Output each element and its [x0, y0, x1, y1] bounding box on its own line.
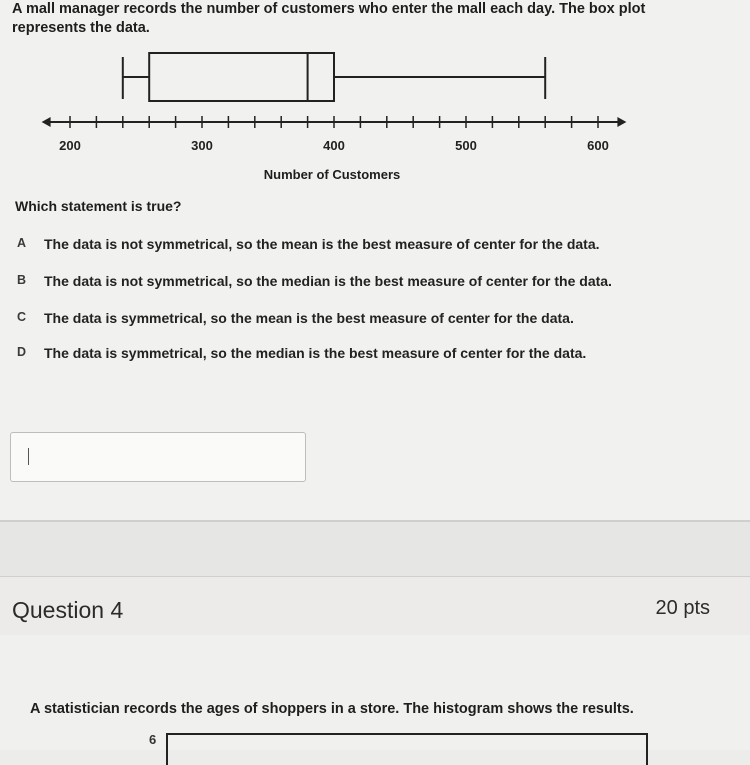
choice-a-text: The data is not symmetrical, so the mean is the best measure of center for the data. [44, 236, 600, 252]
axis-tick-label: 500 [455, 138, 477, 153]
question-4-prompt: A statistician records the ages of shoppers in a store. The histogram shows the results. [30, 701, 634, 717]
box-plot [0, 40, 650, 165]
choice-a-letter: A [17, 236, 27, 250]
arrow-left [42, 117, 51, 127]
choice-c-letter: C [17, 310, 27, 324]
choice-d-letter: D [17, 345, 27, 359]
question-gap [0, 522, 750, 576]
question-3-prompt: A mall manager records the number of customers who enter the mall each day. The box plot represents the data. [12, 1, 646, 36]
text-cursor [28, 448, 29, 465]
choice-b[interactable] [0, 273, 720, 293]
choice-b-letter: B [17, 273, 27, 287]
choice-a[interactable] [0, 236, 720, 256]
question-4-points: 20 pts [655, 597, 710, 619]
histogram-y-tick-label: 6 [149, 732, 157, 747]
axis-tick-label: 600 [587, 138, 609, 153]
choice-d[interactable] [0, 345, 720, 365]
axis-tick-label: 300 [191, 138, 213, 153]
question-4-body [0, 635, 750, 750]
choice-b-text: The data is not symmetrical, so the median is the best measure of center for the data. [44, 273, 612, 289]
choice-d-text: The data is symmetrical, so the median is the best measure of center for the data. [44, 345, 587, 361]
choice-c-text: The data is symmetrical, so the mean is the best measure of center for the data. [44, 310, 574, 326]
arrow-right [617, 117, 626, 127]
x-axis-label: Number of Customers [263, 167, 401, 182]
question-4-title: Question 4 [12, 597, 124, 623]
question-3-question: Which statement is true? [15, 198, 182, 214]
histogram-frame [166, 733, 648, 765]
choice-c[interactable] [0, 310, 720, 330]
axis-tick-label: 400 [323, 138, 345, 153]
axis-tick-label: 200 [59, 138, 81, 153]
box-iqr [149, 53, 334, 101]
answer-input[interactable] [10, 432, 306, 482]
question-4-header [0, 576, 750, 636]
